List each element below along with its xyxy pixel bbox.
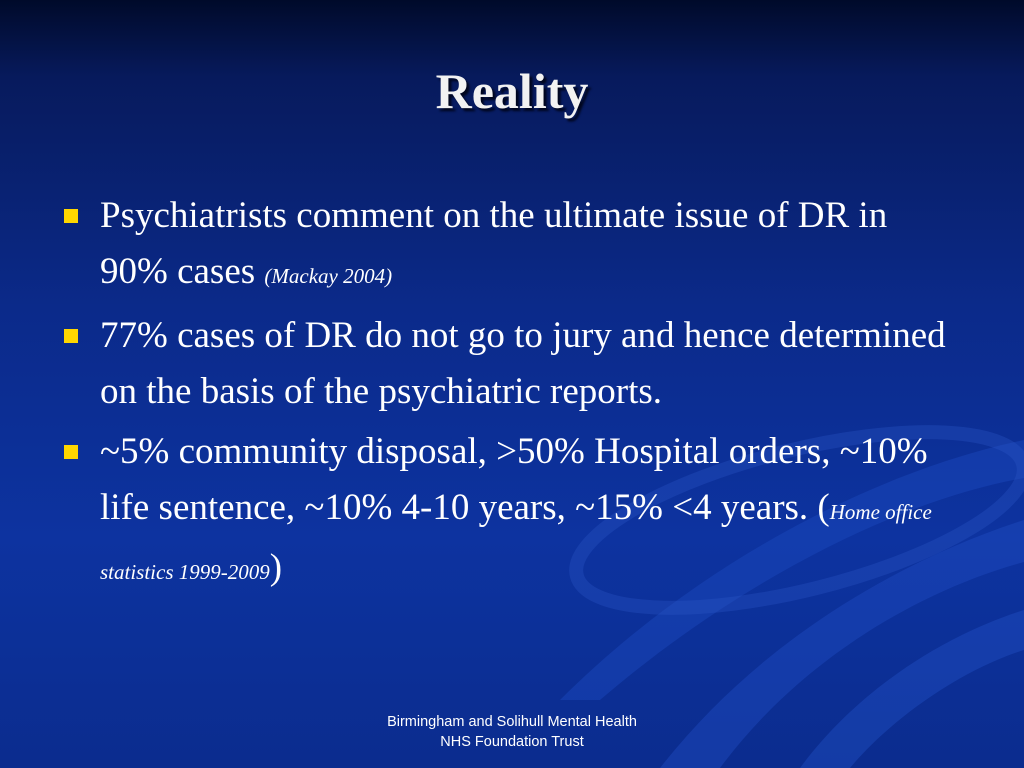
square-bullet-icon [64,329,78,343]
bullet-item [62,308,962,420]
bullet-item [62,188,962,304]
bullet-list [62,188,962,604]
square-bullet-icon [64,209,78,223]
bullet-text: Psychiatrists comment on the ultimate issue of DR in 90% cases [100,195,888,292]
footer-organization [300,712,724,752]
bullet-citation: (Mackay 2004) [264,264,393,288]
bullet-citation: Home office statistics 1999-2009 [100,500,932,584]
footer-line-1: Birmingham and Solihull Mental Health [387,714,637,730]
footer-line-2: NHS Foundation Trust [440,734,584,750]
bullet-text: 77% cases of DR do not go to jury and hence determined on the basis of the psychiatric reports. [100,315,946,412]
bullet-tail: ) [269,547,283,588]
slide-title: Reality [435,63,589,119]
bullet-item [62,424,962,600]
bullet-text: ~5% community disposal, >50% Hospital orders, ~10% life sentence, ~10% 4-10 years, ~15% <4 years. ( [100,431,928,528]
square-bullet-icon [64,445,78,459]
